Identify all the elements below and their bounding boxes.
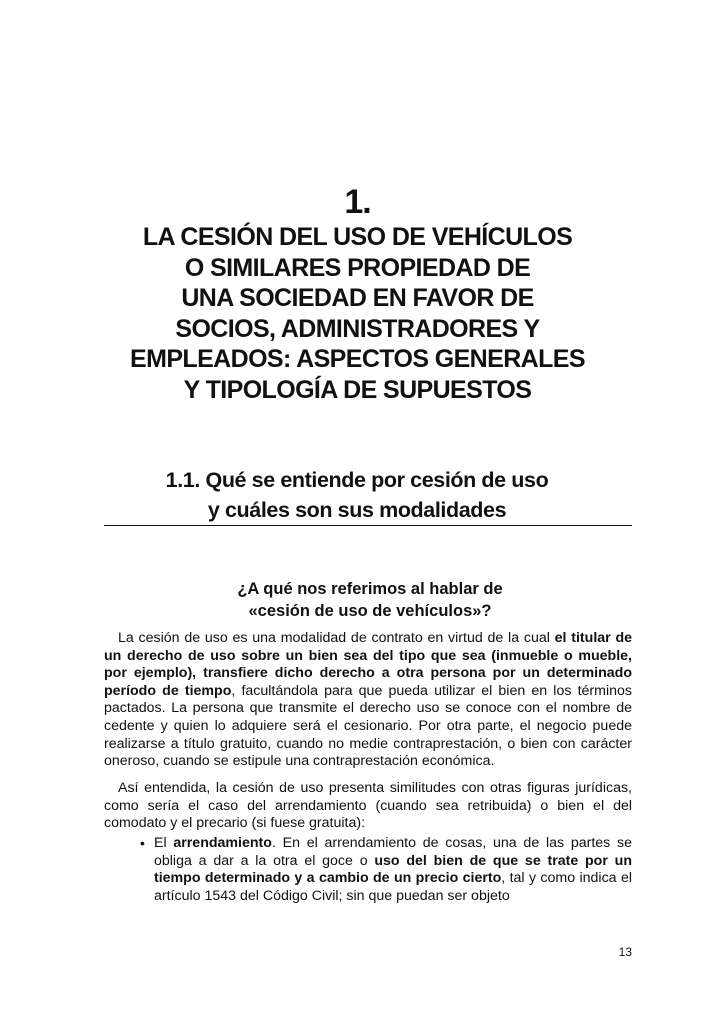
question-line: «cesión de uso de vehículos»? [248, 602, 492, 620]
section-title-line: 1.1. Qué se entiende por cesión de uso [165, 468, 549, 492]
bullet-bold-text: uso del bien de que se trate por un tiempo determinado y a cambio de un precio cierto [154, 852, 632, 887]
chapter-title-line: Y TIPOLOGÍA DE SUPUESTOS [183, 375, 532, 404]
question-line: ¿A qué nos referimos al hablar de [237, 580, 503, 598]
bullet-marker: • [140, 835, 145, 851]
chapter-title-line: EMPLEADOS: ASPECTOS GENERALES [130, 345, 585, 373]
chapter-number: 1. [344, 183, 371, 221]
chapter-title-line: UNA SOCIEDAD EN FAVOR DE [181, 284, 534, 312]
bullet-item-arrendamiento [154, 835, 632, 905]
chapter-title-line: O SIMILARES PROPIEDAD DE [184, 253, 531, 282]
paragraph-text: , facultándola para que pueda utilizar el bien en los términos pactados. La persona que transmite el derecho uso se conoce con el nombre de cedente y quien lo adquiere será el cesionario. Por otra parte, el negocio puede realizarse a título gratuito, cuando no medie contraprestación, o bien con carácter oneroso, cuando se estipule una contraprestación económica. [104, 682, 632, 770]
section-title-line: y cuáles son sus modalidades [207, 498, 507, 522]
chapter-title-line: LA CESIÓN DEL USO DE VEHÍCULOS [142, 223, 573, 251]
chapter-title-line: SOCIOS, ADMINISTRADORES Y [175, 314, 540, 343]
chapter-title [60, 222, 655, 405]
question-heading [100, 578, 640, 622]
bullet-text: . En el arrendamiento de cosas, una de las partes se obliga a dar a la otra el goce o [154, 835, 633, 869]
page-number: 13 [618, 945, 632, 959]
paragraph-bold-text: el titular de un derecho de uso sobre un bien sea del tipo que sea (inmueble o mueble, por ejemplo), transfiere dicho derecho a otra persona por un determinado período de tiempo [104, 630, 633, 699]
bullet-bold-text: arrendamiento [173, 835, 272, 851]
section-title [82, 465, 632, 525]
paragraph-definition [104, 630, 632, 771]
section-divider [104, 525, 632, 526]
bullet-text: , tal y como indica el artículo 1543 del Código Civil; sin que puedan ser objeto [154, 870, 632, 904]
bullet-text: El [154, 835, 174, 851]
paragraph-text: La cesión de uso es una modalidad de contrato en virtud de la cual [118, 630, 555, 646]
paragraph-text: Así entendida, la cesión de uso presenta similitudes con otras figuras jurídicas, como sería el caso del arrendamiento (cuando sea retribuida) o bien el del comodato y el precario (si fuese gratuita): [104, 780, 632, 832]
paragraph-similarities [104, 780, 632, 833]
